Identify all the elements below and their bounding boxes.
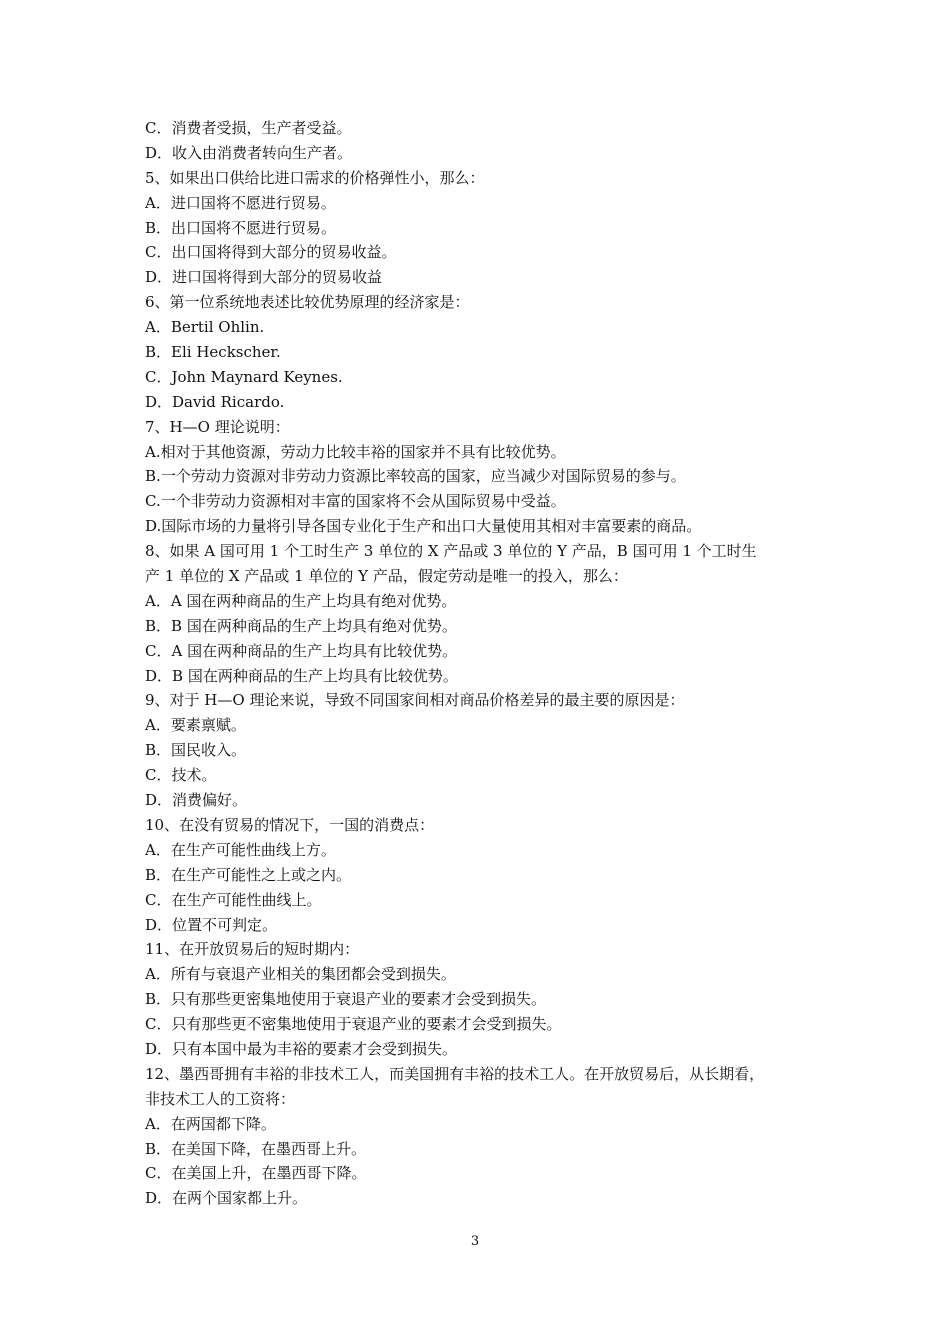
question-12-option-a: A．在两国都下降。 <box>145 1114 276 1133</box>
question-5-option-d: D．进口国将得到大部分的贸易收益 <box>145 268 383 287</box>
question-7-option-b: B.一个劳动力资源对非劳动力资源比率较高的国家，应当减少对国际贸易的参与。 <box>145 467 686 486</box>
question-6-option-b: B．Eli Heckscher. <box>145 343 281 362</box>
question-8-option-b: B．B 国在两种商品的生产上均具有绝对优势。 <box>145 616 457 635</box>
question-11: 11、在开放贸易后的短时期内： <box>145 940 360 959</box>
question-5-option-b: B．出口国将不愿进行贸易。 <box>145 218 337 237</box>
question-12-line-1: 12、墨西哥拥有丰裕的非技术工人，而美国拥有丰裕的技术工人。在开放贸易后，从长期看， <box>145 1064 765 1083</box>
question-8-line-2: 产 1 单位的 X 产品或 1 单位的 Y 产品，假定劳动是唯一的投入，那么： <box>145 567 628 586</box>
question-9-option-a: A．要素禀赋。 <box>145 716 246 735</box>
question-10-option-a: A．在生产可能性曲线上方。 <box>145 840 336 859</box>
question-10-option-d: D．位置不可判定。 <box>145 915 278 934</box>
question-6-option-d: D．David Ricardo. <box>145 392 285 411</box>
question-7-option-d: D.国际市场的力量将引导各国专业化于生产和出口大量使用其相对丰富要素的商品。 <box>145 517 702 536</box>
question-12-option-b: B．在美国下降，在墨西哥上升。 <box>145 1139 367 1158</box>
question-9-option-d: D．消费偏好。 <box>145 791 248 810</box>
question-11-option-b: B．只有那些更密集地使用于衰退产业的要素才会受到损失。 <box>145 990 547 1009</box>
page-content <box>145 116 815 1211</box>
question-11-option-c: C．只有那些更不密集地使用于衰退产业的要素才会受到损失。 <box>145 1015 562 1034</box>
question-12-line-2: 非技术工人的工资将： <box>145 1089 296 1108</box>
question-6-option-c: C．John Maynard Keynes. <box>145 367 343 386</box>
question-10: 10、在没有贸易的情况下，一国的消费点： <box>145 815 435 834</box>
question-6: 6、第一位系统地表述比较优势原理的经济家是： <box>145 293 470 312</box>
question-12-option-d: D．在两个国家都上升。 <box>145 1189 308 1208</box>
text-line-d-income-transfer: D．收入由消费者转向生产者。 <box>145 143 353 162</box>
question-8-option-d: D．B 国在两种商品的生产上均具有比较优势。 <box>145 666 458 685</box>
question-11-option-d: D．只有本国中最为丰裕的要素才会受到损失。 <box>145 1039 458 1058</box>
question-7: 7、H—O 理论说明： <box>145 417 290 436</box>
question-7-option-c: C.一个非劳动力资源相对丰富的国家将不会从国际贸易中受益。 <box>145 492 566 511</box>
question-5-option-a: A．进口国将不愿进行贸易。 <box>145 193 336 212</box>
question-8-option-c: C．A 国在两种商品的生产上均具有比较优势。 <box>145 641 458 660</box>
question-12-option-c: C．在美国上升，在墨西哥下降。 <box>145 1164 367 1183</box>
question-10-option-c: C．在生产可能性曲线上。 <box>145 890 322 909</box>
question-9: 9、对于 H—O 理论来说，导致不同国家间相对商品价格差异的最主要的原因是： <box>145 691 685 710</box>
question-9-option-c: C．技术。 <box>145 766 217 785</box>
question-10-option-b: B．在生产可能性之上或之内。 <box>145 865 352 884</box>
question-7-option-a: A.相对于其他资源，劳动力比较丰裕的国家并不具有比较优势。 <box>145 442 566 461</box>
question-9-option-b: B．国民收入。 <box>145 741 247 760</box>
question-11-option-a: A．所有与衰退产业相关的集团都会受到损失。 <box>145 965 456 984</box>
question-5-option-c: C．出口国将得到大部分的贸易收益。 <box>145 243 397 262</box>
question-5: 5、如果出口供给比进口需求的价格弹性小，那么： <box>145 168 485 187</box>
page-number: 3 <box>470 1234 480 1249</box>
question-8-line-1: 8、如果 A 国可用 1 个工时生产 3 单位的 X 产品或 3 单位的 Y 产品，B 国可用 1 个工时生 <box>145 542 757 561</box>
question-8-option-a: A．A 国在两种商品的生产上均具有绝对优势。 <box>145 591 457 610</box>
text-line-c-consumer-loss: C．消费者受损，生产者受益。 <box>145 119 352 137</box>
question-6-option-a: A．Bertil Ohlin. <box>145 318 265 337</box>
